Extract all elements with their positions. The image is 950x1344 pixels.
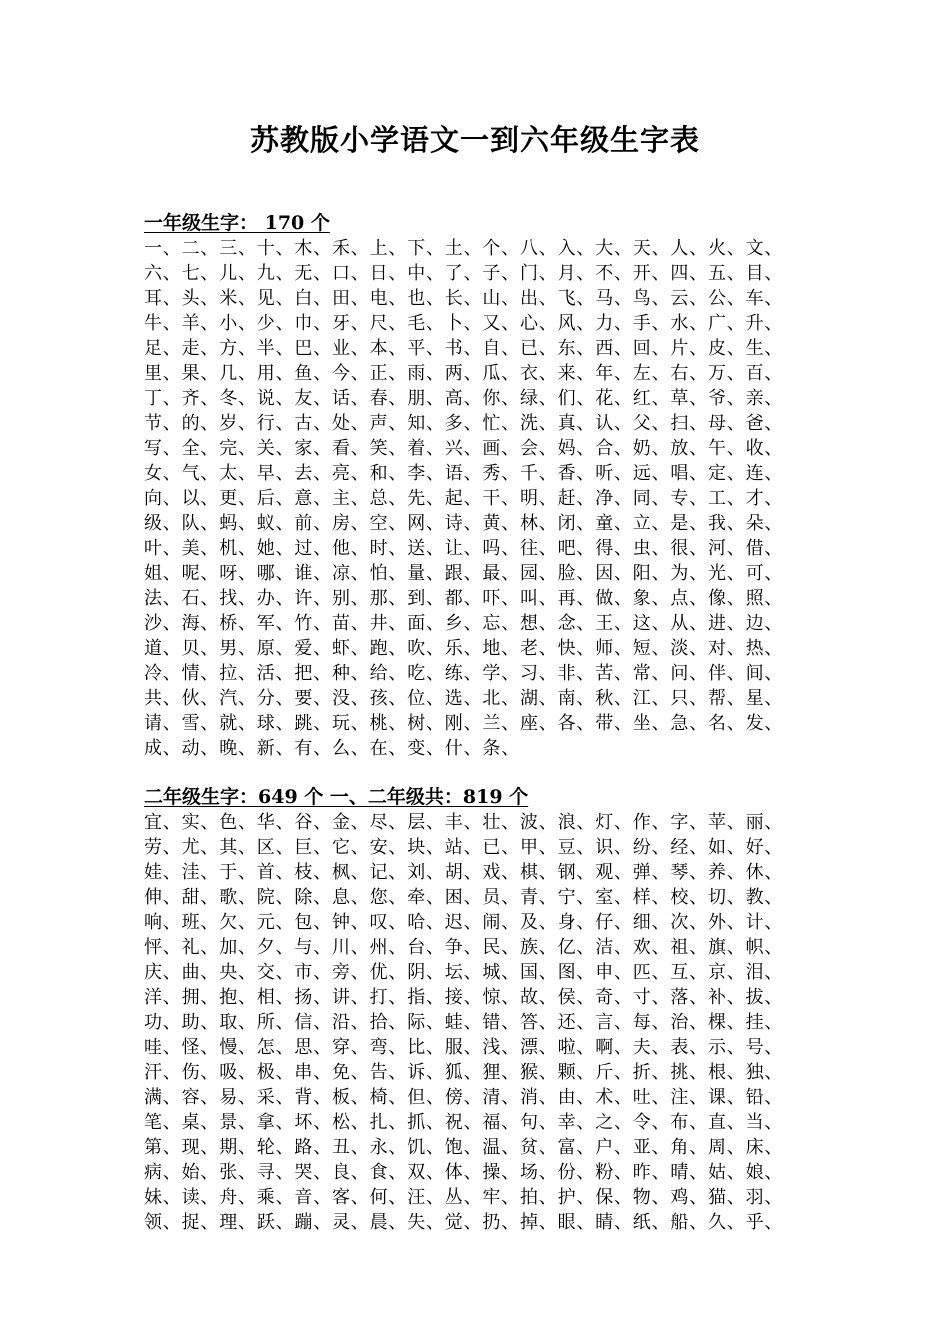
grade2-heading: 二年级生字：649 个 一、二年级共：819 个 — [144, 786, 529, 808]
character-row: 沙、海、桥、军、竹、苗、井、面、乡、忘、想、念、王、这、从、进、边、 — [144, 613, 784, 634]
character-row: 庆、曲、央、交、市、旁、优、阴、坛、城、国、图、申、匹、互、京、泪、 — [144, 962, 784, 983]
character-row: 汗、伤、吸、极、串、免、告、诉、狐、狸、猴、颗、斤、折、挑、根、独、 — [144, 1062, 784, 1083]
character-row: 级、队、蚂、蚁、前、房、空、网、诗、黄、林、闭、童、立、是、我、朵、 — [144, 513, 784, 534]
grade1-character-list — [144, 236, 804, 761]
character-row: 病、始、张、寻、哭、良、食、双、体、操、场、份、粉、昨、晴、姑、娘、 — [144, 1162, 784, 1183]
character-row: 洋、拥、抱、相、扬、讲、打、指、接、惊、故、侯、奇、寸、落、补、拔、 — [144, 987, 784, 1008]
page-title: 苏教版小学语文一到六年级生字表 — [249, 123, 700, 157]
grade2-character-list — [144, 810, 804, 1235]
character-row: 足、走、方、半、巴、业、本、平、书、自、已、东、西、回、片、皮、生、 — [144, 338, 784, 359]
character-row: 怦、礼、加、夕、与、川、州、台、争、民、族、亿、洁、欢、祖、旗、帜、 — [144, 937, 784, 958]
character-row: 伸、甜、歌、院、除、息、您、牵、困、员、青、宁、室、样、校、切、教、 — [144, 887, 784, 908]
character-row: 响、班、欠、元、包、钟、叹、哈、迟、闹、及、身、仔、细、次、外、计、 — [144, 912, 784, 933]
grade2-section — [144, 784, 804, 1235]
character-row: 女、气、太、早、去、亮、和、李、语、秀、千、香、听、远、唱、定、连、 — [144, 463, 784, 484]
character-row: 里、果、几、用、鱼、今、正、雨、两、瓜、衣、来、年、左、右、万、百、 — [144, 363, 784, 384]
character-row: 姐、呢、呀、哪、谁、凉、怕、量、跟、最、园、脸、因、阳、为、光、可、 — [144, 563, 784, 584]
character-row: 宜、实、色、华、谷、金、尽、层、丰、壮、波、浪、灯、作、字、苹、丽、 — [144, 812, 784, 833]
character-row: 功、助、取、所、信、沿、拾、际、蛙、错、答、还、言、每、治、棵、挂、 — [144, 1012, 784, 1033]
character-row: 牛、羊、小、少、巾、牙、尺、毛、卜、又、心、风、力、手、水、广、升、 — [144, 313, 784, 334]
character-row: 一、二、三、十、木、禾、上、下、土、个、八、入、大、天、人、火、文、 — [144, 238, 784, 259]
character-row: 六、七、儿、九、无、口、日、中、了、子、门、月、不、开、四、五、目、 — [144, 263, 784, 284]
character-row: 请、雪、就、球、跳、玩、桃、树、刚、兰、座、各、带、坐、急、名、发、 — [144, 713, 784, 734]
character-row: 道、贝、男、原、爱、虾、跑、吹、乐、地、老、快、师、短、淡、对、热、 — [144, 638, 784, 659]
character-row: 耳、头、米、见、白、田、电、也、长、山、出、飞、马、鸟、云、公、车、 — [144, 288, 784, 309]
character-row: 领、捉、理、跃、蹦、灵、晨、失、觉、扔、掉、眼、睛、纸、船、久、乎、 — [144, 1212, 784, 1233]
character-row: 笔、桌、景、拿、坏、松、扎、抓、祝、福、句、幸、之、令、布、直、当、 — [144, 1112, 784, 1133]
character-row: 妹、读、舟、乘、音、客、何、汪、丛、牢、拍、护、保、物、鸡、猫、羽、 — [144, 1187, 784, 1208]
character-row: 劳、尤、其、区、巨、它、安、块、站、已、甲、豆、识、纷、经、如、好、 — [144, 837, 784, 858]
grade1-section — [144, 210, 804, 761]
character-row: 向、以、更、后、意、主、总、先、起、干、明、赶、净、同、专、工、才、 — [144, 488, 784, 509]
character-row: 节、的、岁、行、古、处、声、知、多、忙、洗、真、认、父、扫、母、爸、 — [144, 413, 784, 434]
character-row: 写、全、完、关、家、看、笑、着、兴、画、会、妈、合、奶、放、午、收、 — [144, 438, 784, 459]
character-row: 哇、怪、慢、怎、思、穿、弯、比、服、浅、漂、啦、啊、夫、表、示、号、 — [144, 1037, 784, 1058]
character-row: 叶、美、机、她、过、他、时、送、让、吗、往、吧、得、虫、很、河、借、 — [144, 538, 784, 559]
character-row: 法、石、找、办、许、别、那、到、都、吓、叫、再、做、象、点、像、照、 — [144, 588, 784, 609]
character-row: 第、现、期、轮、路、丑、永、饥、饱、温、贫、富、户、亚、角、周、床、 — [144, 1137, 784, 1158]
character-row: 娃、洼、于、首、枝、枫、记、刘、胡、戏、棋、钢、观、弹、琴、养、休、 — [144, 862, 784, 883]
character-row: 成、动、晚、新、有、么、在、变、什、条、 — [144, 738, 520, 759]
character-row: 冷、情、拉、活、把、种、给、吃、练、学、习、非、苦、常、问、伴、间、 — [144, 663, 784, 684]
character-row: 丁、齐、冬、说、友、话、春、朋、高、你、绿、们、花、红、草、爷、亲、 — [144, 388, 784, 409]
character-row: 满、容、易、采、背、板、椅、但、傍、清、消、由、术、吐、注、课、铅、 — [144, 1087, 784, 1108]
character-row: 共、伙、汽、分、要、没、孩、位、选、北、湖、南、秋、江、只、帮、星、 — [144, 688, 784, 709]
grade1-heading: 一年级生字： 170 个 — [144, 212, 330, 234]
